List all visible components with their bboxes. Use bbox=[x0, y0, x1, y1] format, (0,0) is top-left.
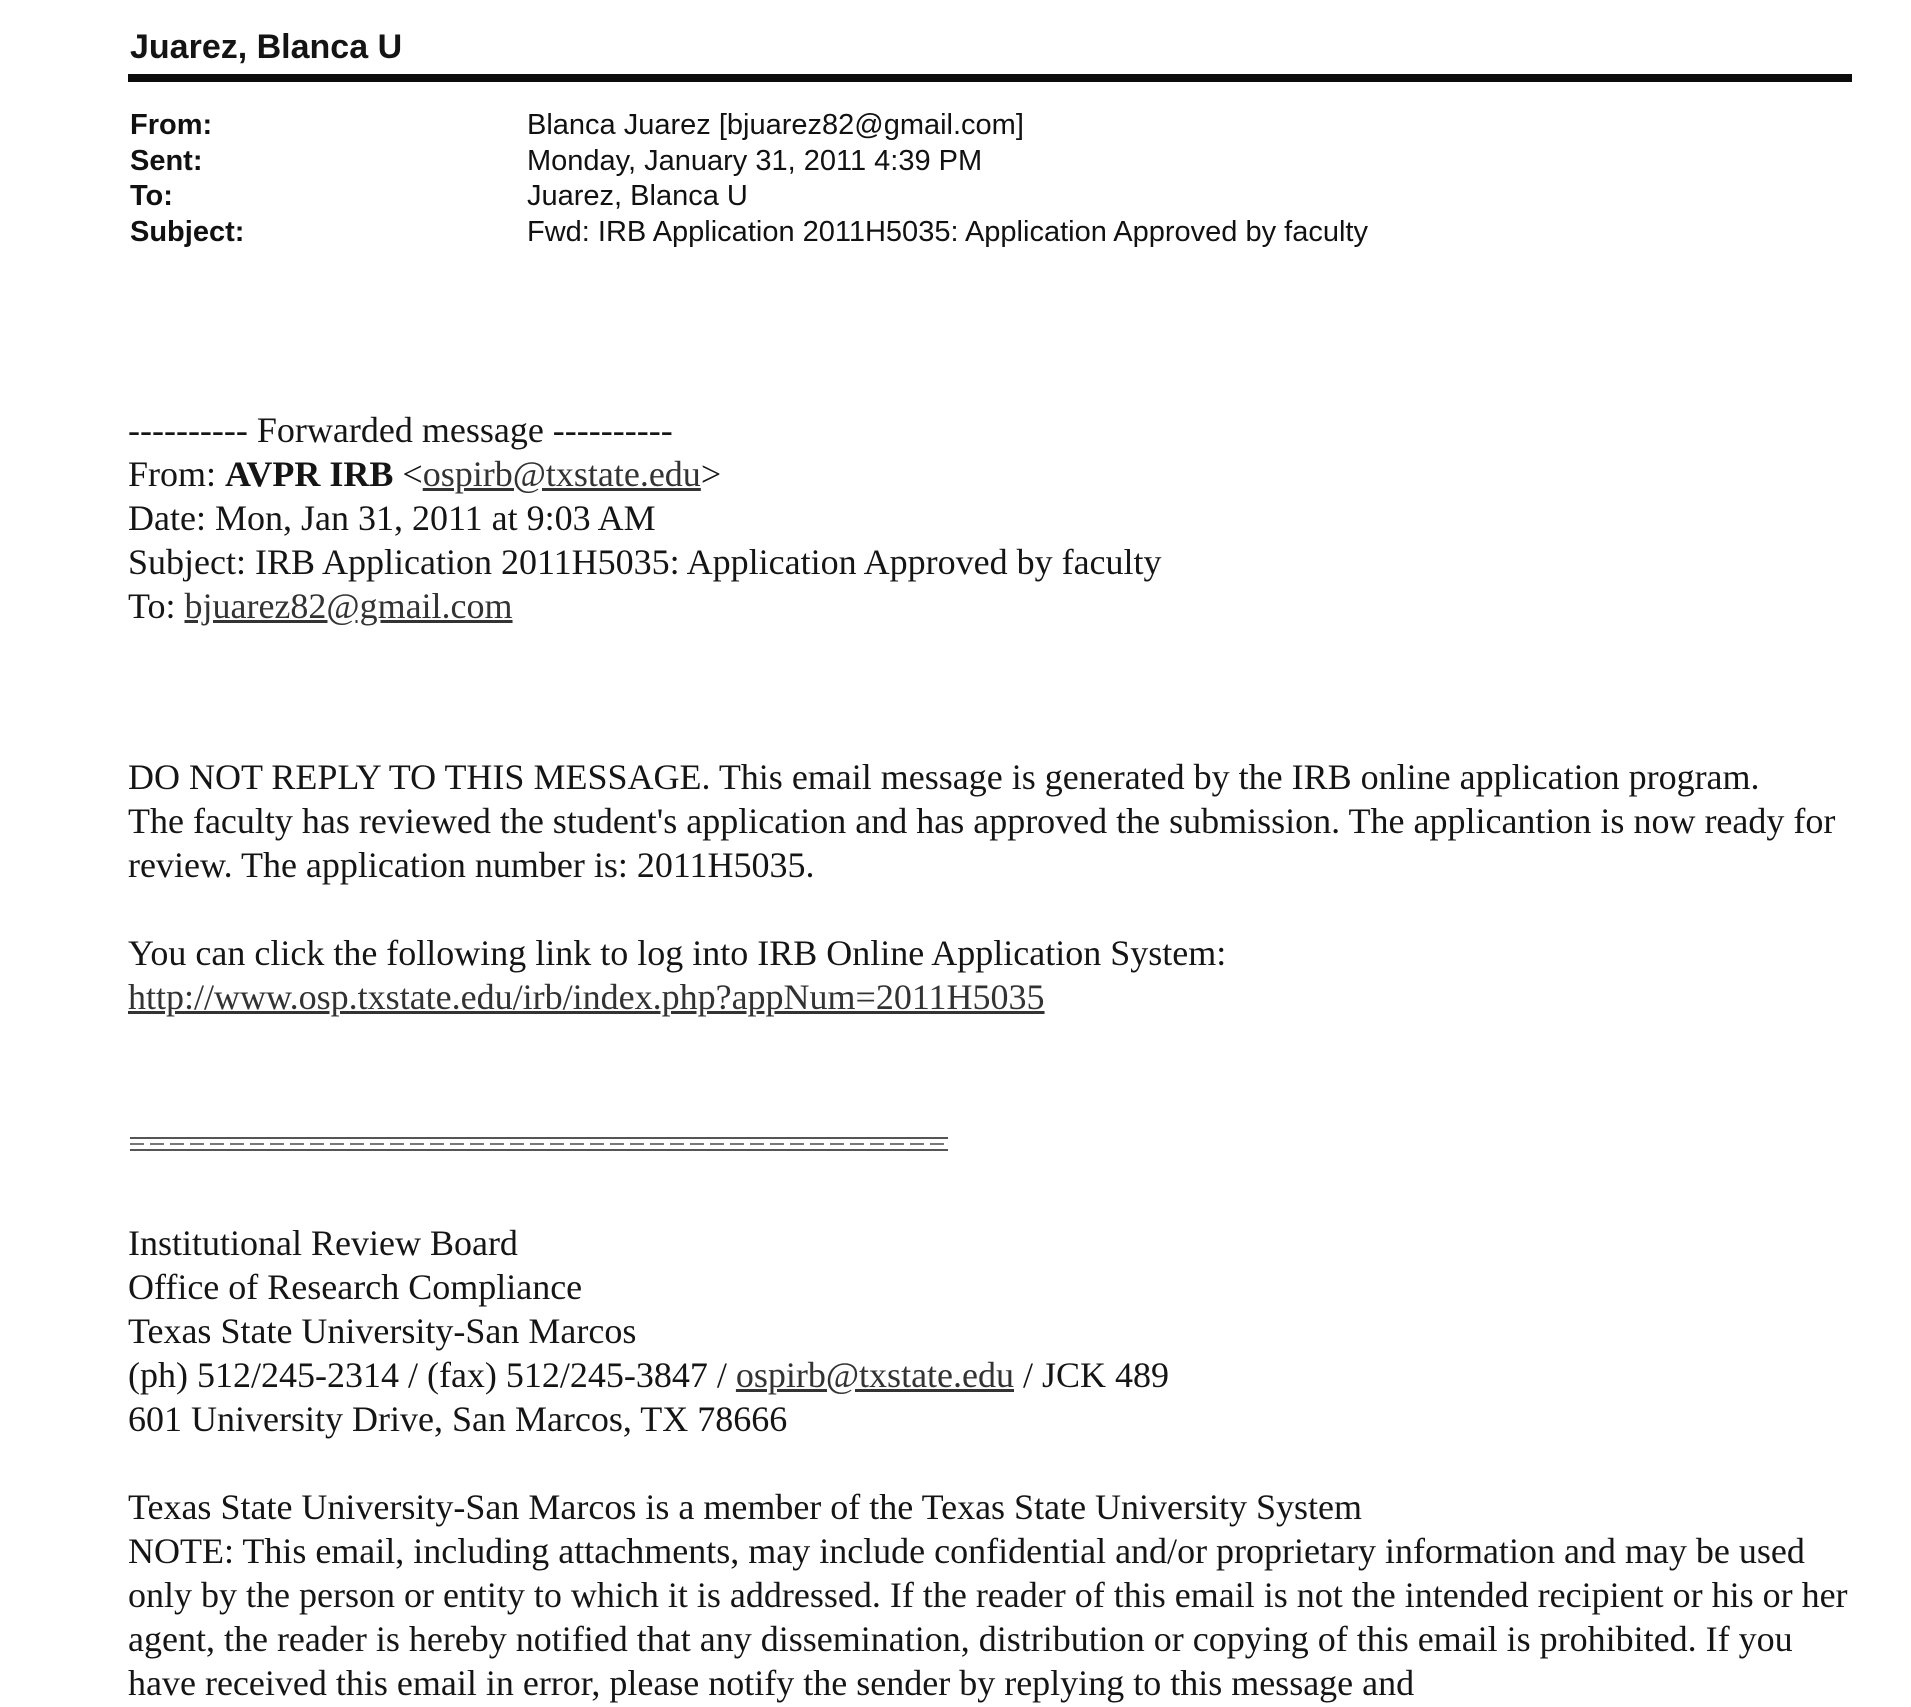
subject-label: Subject: bbox=[130, 215, 245, 248]
sent-label: Sent: bbox=[130, 144, 203, 177]
message-paragraph-1: DO NOT REPLY TO THIS MESSAGE. This email message is generated by the IRB online application program. bbox=[128, 757, 1760, 797]
signature-phone-prefix: (ph) 512/245-2314 / (fax) 512/245-3847 / bbox=[128, 1355, 736, 1395]
signature-line-3: Texas State University-San Marcos bbox=[128, 1311, 637, 1351]
forwarded-from-email-link[interactable]: ospirb@txstate.edu bbox=[422, 454, 701, 494]
signature-email-link[interactable]: ospirb@txstate.edu bbox=[735, 1355, 1015, 1395]
forwarded-date-line: Date: Mon, Jan 31, 2011 at 9:03 AM bbox=[128, 498, 656, 538]
forwarded-to-email-link[interactable]: bjuarez82@gmail.com bbox=[184, 586, 513, 626]
signature-contact-line bbox=[128, 1353, 1848, 1397]
header-subject-row bbox=[130, 215, 1368, 251]
message-paragraph-3: You can click the following link to log into IRB Online Application System: bbox=[128, 933, 1227, 973]
signature-address: 601 University Drive, San Marcos, TX 78666 bbox=[128, 1399, 788, 1439]
forwarded-from-prefix: From: bbox=[128, 454, 226, 494]
subject-value: Fwd: IRB Application 2011H5035: Application Approved by faculty bbox=[527, 215, 1368, 248]
forwarded-to-line bbox=[128, 584, 1848, 628]
forwarded-from-name: AVPR IRB bbox=[225, 454, 394, 494]
to-value: Juarez, Blanca U bbox=[527, 180, 748, 212]
irb-application-link[interactable]: http://www.osp.txstate.edu/irb/index.php?appNum=2011H5035 bbox=[128, 977, 1045, 1017]
signature-separator bbox=[130, 1137, 948, 1151]
from-value: Blanca Juarez [bjuarez82@gmail.com] bbox=[527, 109, 1024, 141]
sent-value: Monday, January 31, 2011 4:39 PM bbox=[527, 144, 983, 177]
email-body bbox=[128, 408, 1848, 1705]
forwarded-header bbox=[128, 408, 1848, 628]
forwarded-marker: ---------- Forwarded message ---------- bbox=[128, 410, 673, 450]
forwarded-to-prefix: To: bbox=[128, 586, 185, 626]
footer-confidentiality-note: NOTE: This email, including attachments, may include confidential and/or proprietary information and may be used only by the person or entity to which it is addressed. If the reader of this email is not the intended recipient or his or her agent, the reader is hereby notified that any dissemination, distribution or copying of this email is prohibited. If you have received this email in error, please notify the sender by replying to this message and bbox=[128, 1531, 1848, 1703]
signature-block bbox=[128, 1221, 1848, 1441]
header-sent-row bbox=[130, 144, 1368, 180]
forwarded-subject-line: Subject: IRB Application 2011H5035: Application Approved by faculty bbox=[128, 542, 1162, 582]
header-rule bbox=[128, 74, 1852, 82]
header-from-row bbox=[130, 108, 1368, 144]
header-to-row bbox=[130, 179, 1368, 215]
mailbox-owner-name: Juarez, Blanca U bbox=[130, 28, 403, 66]
footer-member-line: Texas State University-San Marcos is a member of the Texas State University System bbox=[128, 1487, 1363, 1527]
forwarded-from-line: From: AVPR IRB <ospirb@txstate.edu> bbox=[128, 454, 722, 494]
signature-line-1: Institutional Review Board bbox=[128, 1223, 518, 1263]
email-header bbox=[130, 108, 1368, 250]
message-paragraph-2: The faculty has reviewed the student's application and has approved the submission. The applicantion is now ready for review. The application number is: 2011H5035. bbox=[128, 801, 1836, 885]
signature-line-2: Office of Research Compliance bbox=[128, 1267, 583, 1307]
from-label: From: bbox=[130, 109, 213, 141]
signature-phone-suffix: / JCK 489 bbox=[1014, 1355, 1170, 1395]
to-label: To: bbox=[130, 180, 173, 212]
